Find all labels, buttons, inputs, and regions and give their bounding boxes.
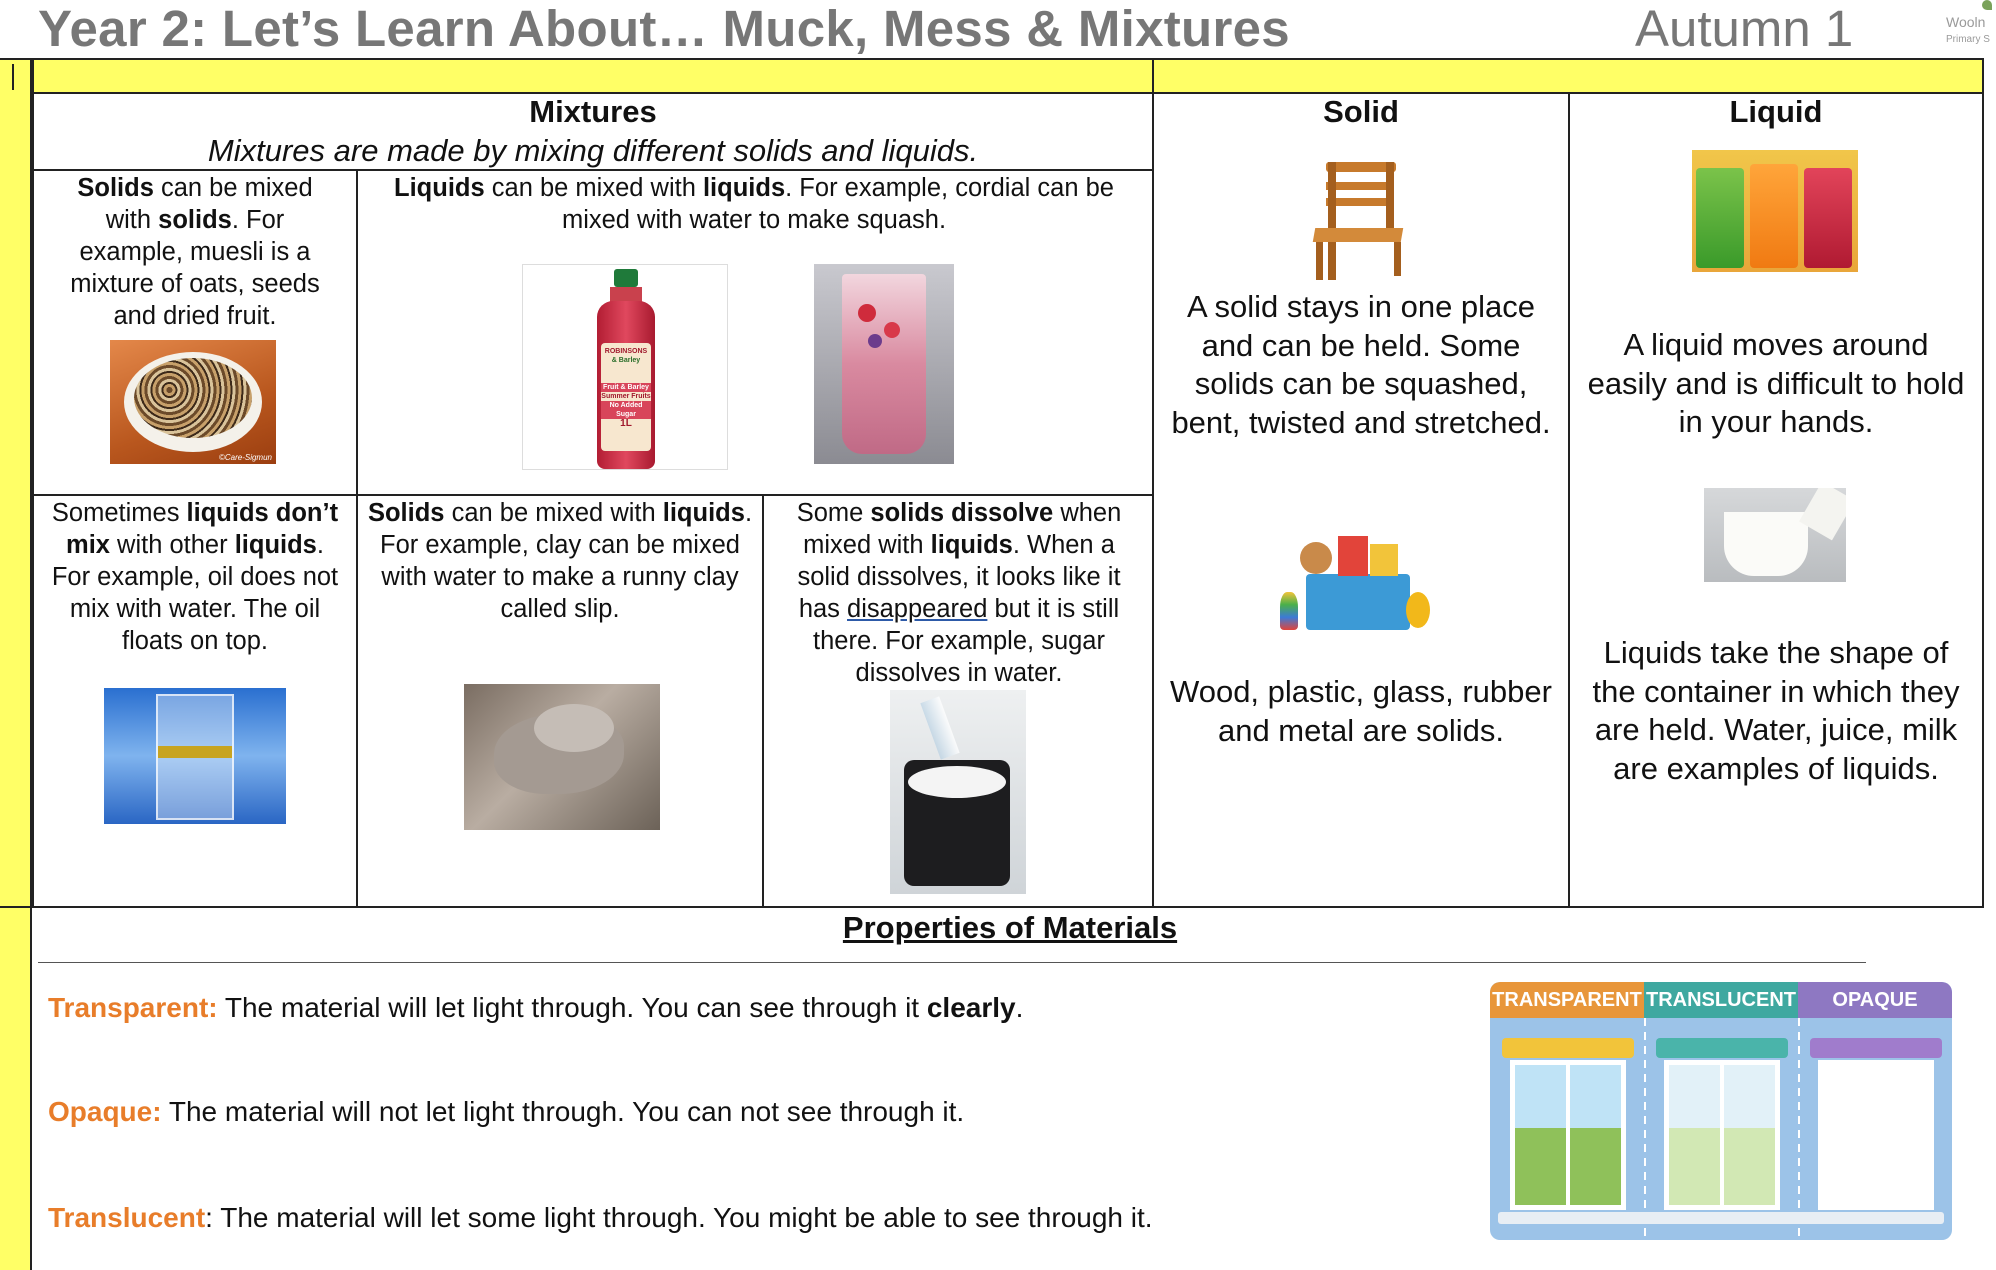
solid-heading: Solid <box>1323 94 1399 129</box>
photo-credit: ©Care-Sigmun <box>218 453 272 462</box>
solids-liquids-text: Solids can be mixed with liquids. For example, clay can be mixed with water to make a runny clay called slip. <box>367 499 753 623</box>
toy-box-image <box>1278 530 1434 632</box>
juice-glasses-image <box>1692 150 1858 272</box>
mixtures-heading: Mixtures <box>529 94 657 129</box>
solid-window <box>1818 1060 1934 1210</box>
term-label: Autumn 1 <box>1635 0 1854 57</box>
divider <box>0 906 32 908</box>
tree-icon <box>1982 0 1992 10</box>
divider <box>32 494 1154 496</box>
liquids-dont-mix-text: Sometimes liquids don’t mix with other liquids. For example, oil does not mix with water. The oil floats on top. <box>51 499 339 655</box>
opaque-definition: Opaque: The material will not let light through. You can not see through it. <box>48 1096 965 1127</box>
logo-text-line2: Primary S <box>1946 34 1990 45</box>
bottle-label-3: No Added Sugar <box>601 401 651 419</box>
dissolve-text: Some solids dissolve when mixed with liquids. When a solid dissolves, it looks like it has disappeared but it is still there. For example, sugar dissolves in water. <box>796 499 1122 687</box>
school-logo <box>1946 0 1996 52</box>
transparent-definition: Transparent: The material will let light through. You can see through it clearly. <box>48 992 1024 1023</box>
sugar-pot-image <box>890 690 1026 894</box>
bottle-size: 1L <box>620 418 632 429</box>
liquid-heading: Liquid <box>1729 94 1823 129</box>
cordial-bottle-image <box>522 264 728 470</box>
divider <box>762 494 764 908</box>
bottle-brand: ROBINSONS <box>604 348 648 355</box>
solids-solids-text: Solids can be mixed with solids. For example, muesli is a mixture of oats, seeds and dried fruit. <box>70 174 320 330</box>
page-title: Year 2: Let’s Learn About… Muck, Mess & Mixtures <box>38 0 1290 57</box>
logo-text-line1: Wooln <box>1946 14 1986 30</box>
divider <box>1982 92 1984 908</box>
divider <box>0 58 32 60</box>
clay-hands-image <box>464 684 660 830</box>
blind-yellow <box>1502 1038 1634 1058</box>
yellow-band <box>32 58 1984 94</box>
oil-water-glass-image <box>104 688 286 824</box>
blind-purple <box>1810 1038 1942 1058</box>
properties-title: Properties of Materials <box>842 910 1178 945</box>
transparent-label: TRANSPARENT <box>1490 982 1644 1018</box>
divider <box>1568 92 1570 908</box>
divider <box>12 64 14 90</box>
liquid-description: A liquid moves around easily and is difficult to hold in your hands. <box>1587 327 1965 439</box>
divider <box>1152 92 1154 908</box>
muesli-image <box>110 340 276 464</box>
left-sidebar <box>0 58 32 1270</box>
divider <box>38 962 1866 963</box>
translucent-definition: Translucent: The material will let some light through. You might be able to see through it. <box>48 1202 1153 1233</box>
blind-teal <box>1656 1038 1788 1058</box>
liquids-liquids-text: Liquids can be mixed with liquids. For example, cordial can be mixed with water to make squash. <box>394 174 1114 234</box>
divider <box>32 906 1984 908</box>
divider <box>32 92 1984 94</box>
divider <box>32 169 1154 171</box>
bottle-label-2: Summer Fruits <box>601 393 651 400</box>
divider <box>1152 58 1154 94</box>
divider <box>356 169 358 908</box>
squash-glass-image <box>814 264 954 464</box>
milk-image <box>1704 488 1846 582</box>
bottle-flavour: & Barley <box>611 357 641 364</box>
opaque-label: OPAQUE <box>1798 982 1952 1018</box>
solid-description: A solid stays in one place and can be held. Some solids can be squashed, bent, twisted and stretched. <box>1171 289 1551 440</box>
bottle-label-1: Fruit & Barley <box>601 383 651 392</box>
mixtures-subtitle: Mixtures are made by mixing different solids and liquids. <box>207 133 979 168</box>
transparency-diagram <box>1490 982 1952 1240</box>
solid-examples: Wood, plastic, glass, rubber and metal are solids. <box>1170 674 1552 748</box>
liquid-examples: Liquids take the shape of the container in which they are held. Water, juice, milk are examples of liquids. <box>1592 635 1960 786</box>
chair-image <box>1308 158 1412 280</box>
divider <box>32 92 34 908</box>
translucent-label: TRANSLUCENT <box>1644 982 1798 1018</box>
